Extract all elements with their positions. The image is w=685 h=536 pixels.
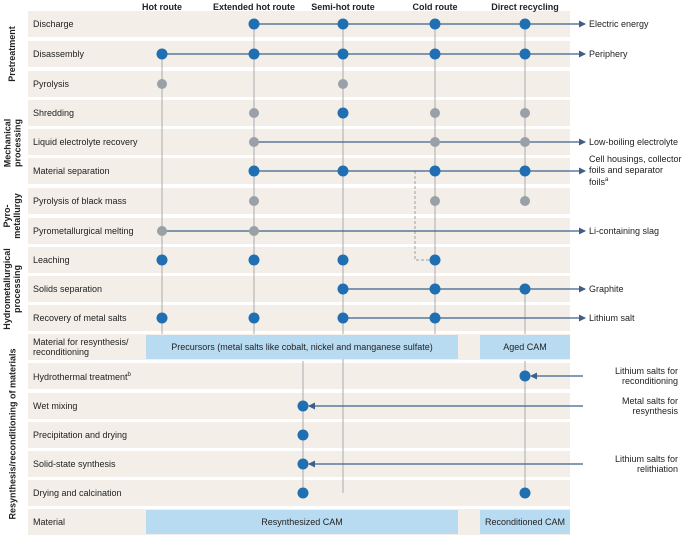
step-label: Pyrolysis of black mass: [33, 195, 127, 206]
step-label: Shredding: [33, 107, 75, 118]
process-node: [249, 166, 260, 177]
process-node: [249, 255, 260, 266]
step-label: Disassembly: [33, 48, 85, 59]
process-node: [298, 488, 309, 499]
footnote-mark: a: [605, 177, 609, 184]
process-node: [298, 430, 309, 441]
input-text: Lithium salts for relithiation: [614, 453, 678, 474]
step-label: Pyrometallurgical melting: [33, 225, 134, 236]
process-node: [520, 166, 531, 177]
material-box: Aged CAM: [480, 335, 570, 359]
optional-process-node: [249, 226, 259, 236]
step-label: Hydrothermal treatment$^b$: [33, 371, 131, 382]
process-node: [520, 284, 531, 295]
material-box: Resynthesized CAM: [146, 510, 458, 534]
step-label: Drying and calcination: [33, 487, 122, 498]
step-label: Solid-state synthesis: [33, 458, 116, 469]
optional-process-node: [338, 79, 348, 89]
optional-process-node: [249, 108, 259, 118]
optional-process-node: [249, 196, 259, 206]
group-label-resynth: Resynthesis/reconditioning of materials: [7, 348, 18, 520]
input-label: [583, 362, 678, 390]
optional-process-node: [430, 196, 440, 206]
process-node: [430, 166, 441, 177]
group-label-mechanical: Mechanical processing: [1, 118, 22, 167]
step-label: Solids separation: [33, 283, 103, 294]
optional-process-node: [520, 108, 530, 118]
input-text: Lithium salts for reconditioning: [614, 365, 678, 386]
process-node: [157, 313, 168, 324]
process-node: [249, 313, 260, 324]
output-label: [589, 304, 683, 332]
process-node: [520, 371, 531, 382]
step-label: Recovery of metal salts: [33, 312, 127, 323]
process-node: [157, 255, 168, 266]
step-label: Pyrolysis: [33, 78, 70, 89]
column-header: Hot route: [142, 2, 182, 12]
column-header: Direct recycling: [491, 2, 559, 12]
process-node: [430, 19, 441, 30]
optional-process-node: [520, 196, 530, 206]
dashed-bypass-connector: [415, 171, 430, 260]
process-node: [298, 401, 309, 412]
column-header: Cold route: [412, 2, 458, 12]
process-node: [338, 19, 349, 30]
process-node: [338, 255, 349, 266]
step-label: Precipitation and drying: [33, 429, 128, 440]
output-text: Graphite: [589, 283, 624, 294]
step-label: Material for resynthesis/ reconditioning: [33, 336, 129, 357]
optional-process-node: [430, 108, 440, 118]
group-label-hydro: Hydrometallurgical processing: [1, 248, 22, 330]
process-node: [249, 19, 260, 30]
input-label: [583, 392, 678, 420]
optional-process-node: [520, 137, 530, 147]
output-label: [589, 154, 683, 188]
process-node: [520, 49, 531, 60]
output-text: Low-boiling electrolyte: [589, 136, 679, 147]
optional-process-node: [157, 79, 167, 89]
optional-process-node: [249, 137, 259, 147]
process-node: [520, 488, 531, 499]
output-label: [589, 275, 683, 303]
optional-process-node: [430, 137, 440, 147]
output-text: Periphery: [589, 48, 628, 59]
output-label: [589, 10, 683, 38]
step-label: Liquid electrolyte recovery: [33, 136, 138, 147]
column-header: Extended hot route: [212, 2, 296, 12]
output-label: [589, 40, 683, 68]
output-label: [589, 128, 683, 156]
process-node: [298, 459, 309, 470]
process-node: [430, 49, 441, 60]
column-header: Semi-hot route: [311, 2, 375, 12]
step-label: Material: [33, 516, 66, 527]
process-node: [249, 49, 260, 60]
step-label: Discharge: [33, 18, 74, 29]
material-box: Reconditioned CAM: [480, 510, 570, 534]
step-label: Wet mixing: [33, 400, 78, 411]
process-node: [430, 255, 441, 266]
step-label: Material separation: [33, 165, 110, 176]
output-label: [589, 217, 683, 245]
process-node: [338, 284, 349, 295]
process-node: [338, 166, 349, 177]
step-label: Leaching: [33, 254, 70, 265]
process-node: [430, 284, 441, 295]
material-box: Precursors (metal salts like cobalt, nickel and manganese sulfate): [146, 335, 458, 359]
group-label-pyro: Pyro- metallurgy: [1, 193, 22, 239]
process-node: [338, 49, 349, 60]
input-text: Metal salts for resynthesis: [621, 395, 678, 416]
input-label: [583, 450, 678, 478]
output-text: Electric energy: [589, 18, 649, 29]
optional-process-node: [157, 226, 167, 236]
process-node: [520, 19, 531, 30]
group-label-pretreatment: Pretreatment: [6, 26, 17, 82]
process-node: [157, 49, 168, 60]
process-node: [430, 313, 441, 324]
footnote-mark: b: [127, 371, 131, 378]
output-text: Li-containing slag: [589, 225, 660, 236]
process-node: [338, 108, 349, 119]
output-text: Lithium salt: [589, 312, 635, 323]
process-node: [338, 313, 349, 324]
output-text: Cell housings, collector foils and separator foils$^a$: [589, 154, 682, 188]
